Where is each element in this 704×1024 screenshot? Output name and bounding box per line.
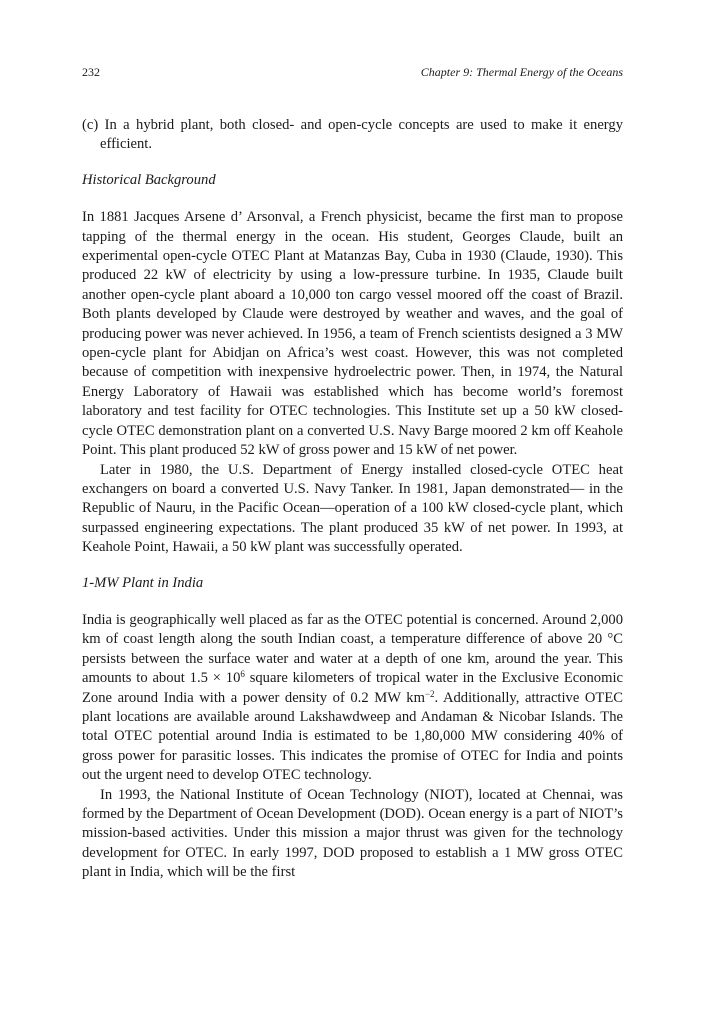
paragraph-india-1-text-c: . Additionally, attractive OTEC plant locations are available around Lakshawdweep and Andaman & Nicobar Islands. The total OTEC potential around India is estimated to be 1,80,000 MW considering 40% of gross power for parasitic losses. This indicates the promise of OTEC for India and points out the urgent need to develop OTEC technology. [82,689,623,784]
paragraph-history-1: In 1881 Jacques Arsene d’ Arsonval, a French physicist, became the first man to propose tapping of the thermal energy in the ocean. His student, Georges Claude, built an experimental open-cycle OTEC Plant at Matanzas Bay, Cuba in 1930 (Claude, 1930). This produced 22 kW of electricity by using a low-pressure turbine. In 1935, Claude built another open-cycle plant aboard a 10,000 ton cargo vessel moored off the coast of Brazil. Both plants developed by Claude were destroyed by weather and waves, and the goal of producing power was never achieved. In 1956, a team of French scientists designed a 3 MW open-cycle plant for Abidjan on Africa’s west coast. However, this was not completed because of competition with inexpensive hydroelectric power. Then, in 1974, the Natural Energy Laboratory of Hawaii was established which has become world’s foremost laboratory and test facility for OTEC technologies. This Institute set up a 50 kW closed-cycle OTEC demonstration plant on a converted U.S. Navy Barge moored 2 km off Keahole Point. This plant produced 52 kW of gross power and 15 kW of net power. [82,209,623,459]
chapter-title: Chapter 9: Thermal Energy of the Oceans [420,65,623,79]
list-item-c: (c) In a hybrid plant, both closed- and open-cycle concepts are used to make it energy efficient. [82,117,623,153]
page-number: 232 [82,65,100,79]
running-header [82,64,623,80]
section-heading-historical-background: Historical Background [82,171,216,188]
paragraph-india-1-text-b: square kilometers of tropical water in the Exclusive Economic Zone around India with a power density of 0.2 MW km [82,670,623,706]
paragraph-india-1-text-a: India is geographically well placed as far as the OTEC potential is concerned. Around 2,000 km of coast length along the south Indian coast, a temperature difference of above 20 °C persists between the surface water and water at a depth of one km, around the year. This amounts to about 1.5 × 10 [82,611,623,687]
section-heading-india-plant: 1-MW Plant in India [82,574,204,591]
page-content [82,64,623,883]
paragraph-india-2: In 1993, the National Institute of Ocean Technology (NIOT), located at Chennai, was formed by the Department of Ocean Development (DOD). Ocean energy is a part of NIOT’s mission-based activities. Under this mission a major thrust was given for the technology development for OTEC. In early 1997, DOD proposed to establish a 1 MW gross OTEC plant in India, which will be the first [82,786,623,881]
exponent-6: 6 [240,669,245,680]
paragraph-history-2: Later in 1980, the U.S. Department of Energy installed closed-cycle OTEC heat exchangers on board a converted U.S. Navy Tanker. In 1981, Japan demonstrated— in the Republic of Nauru, in the Pacific Ocean—operation of a 100 kW closed-cycle plant, which surpassed engineering expectations. The plant produced 35 kW of net power. In 1993, at Keahole Point, Hawaii, a 50 kW plant was successfully operated. [82,461,623,556]
exponent-minus-2: −2 [424,688,435,699]
paragraph-india-1 [82,611,623,786]
